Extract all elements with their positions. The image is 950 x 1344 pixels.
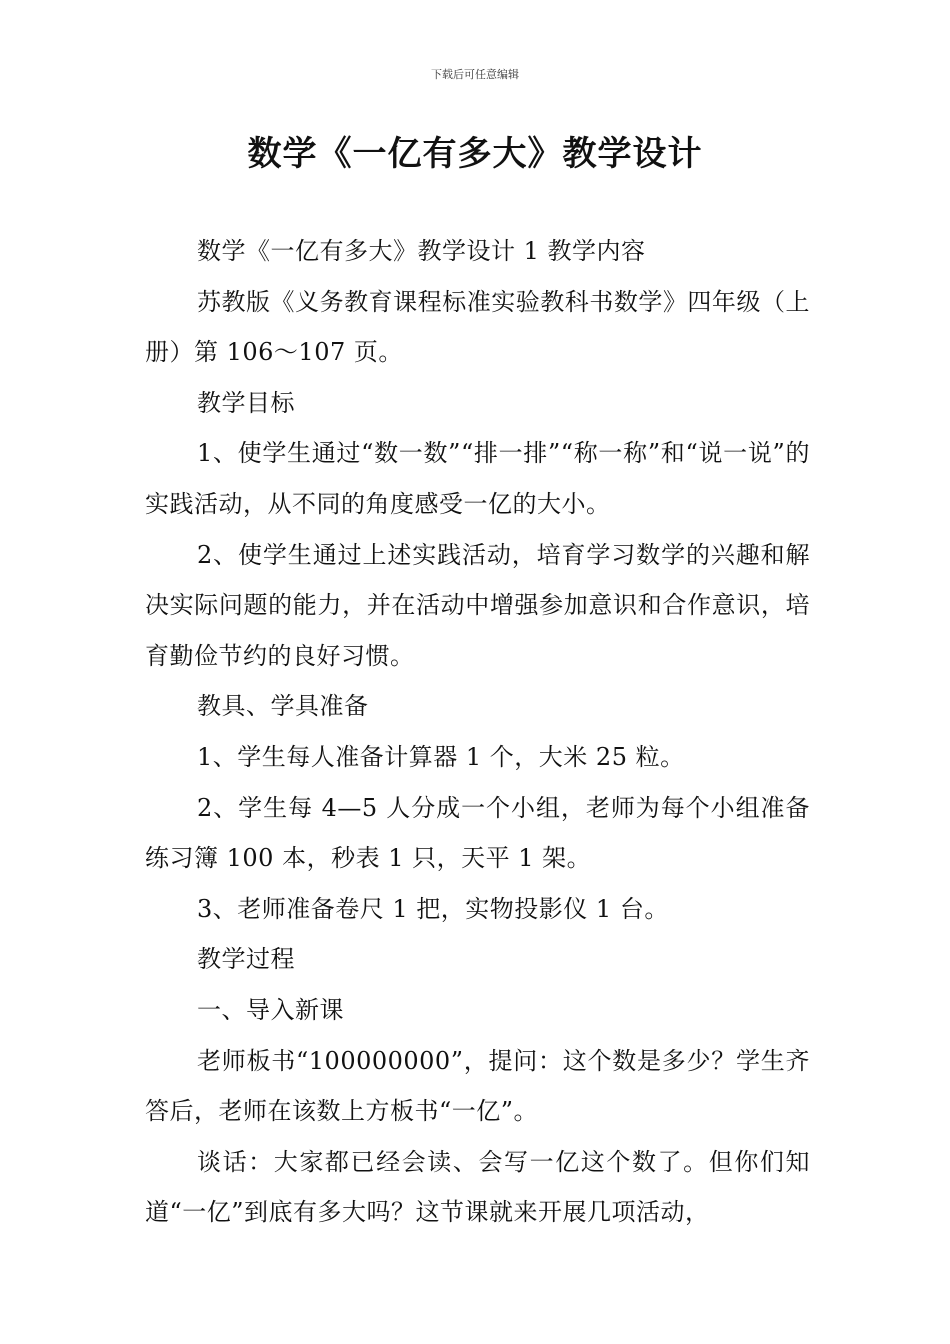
section-heading: 教具、学具准备 [197,692,369,721]
paragraph: 1、学生每人准备计算器 1 个，大米 25 粒。 [197,742,685,771]
paragraph: 3、老师准备卷尺 1 把，实物投影仪 1 台。 [197,894,669,923]
paragraph: 2、学生每 4—5 人分成一个小组，老师为每个小组准备练习簿 100 本，秒表 1 只，天平 1 架。 [145,793,810,873]
section-heading: 教学目标 [197,388,295,417]
document-body [145,226,810,1238]
paragraph: 数学《一亿有多大》教学设计 1 教学内容 [197,237,646,265]
paragraph: 谈话：大家都已经会读、会写一亿这个数了。但你们知道“一亿”到底有多大吗？这节课就来开展几项活动， [145,1147,810,1227]
section-heading: 一、导入新课 [197,995,344,1024]
paragraph: 老师板书“100000000”，提问：这个数是多少？学生齐答后，老师在该数上方板书“一亿”。 [145,1046,810,1126]
section-heading: 教学过程 [197,945,295,974]
document-title: 数学《一亿有多大》教学设计 [247,134,703,174]
header-note: 下载后可任意编辑 [431,68,519,81]
paragraph: 2、使学生通过上述实践活动，培育学习数学的兴趣和解决实际问题的能力，并在活动中增强参加意识和合作意识，培育勤俭节约的良好习惯。 [145,540,810,670]
paragraph: 1、使学生通过“数一数”“排一排”“称一称”和“说一说”的实践活动，从不同的角度感受一亿的大小。 [145,439,810,518]
paragraph: 苏教版《义务教育课程标准实验教科书数学》四年级（上册）第 106～107 页。 [145,287,810,367]
